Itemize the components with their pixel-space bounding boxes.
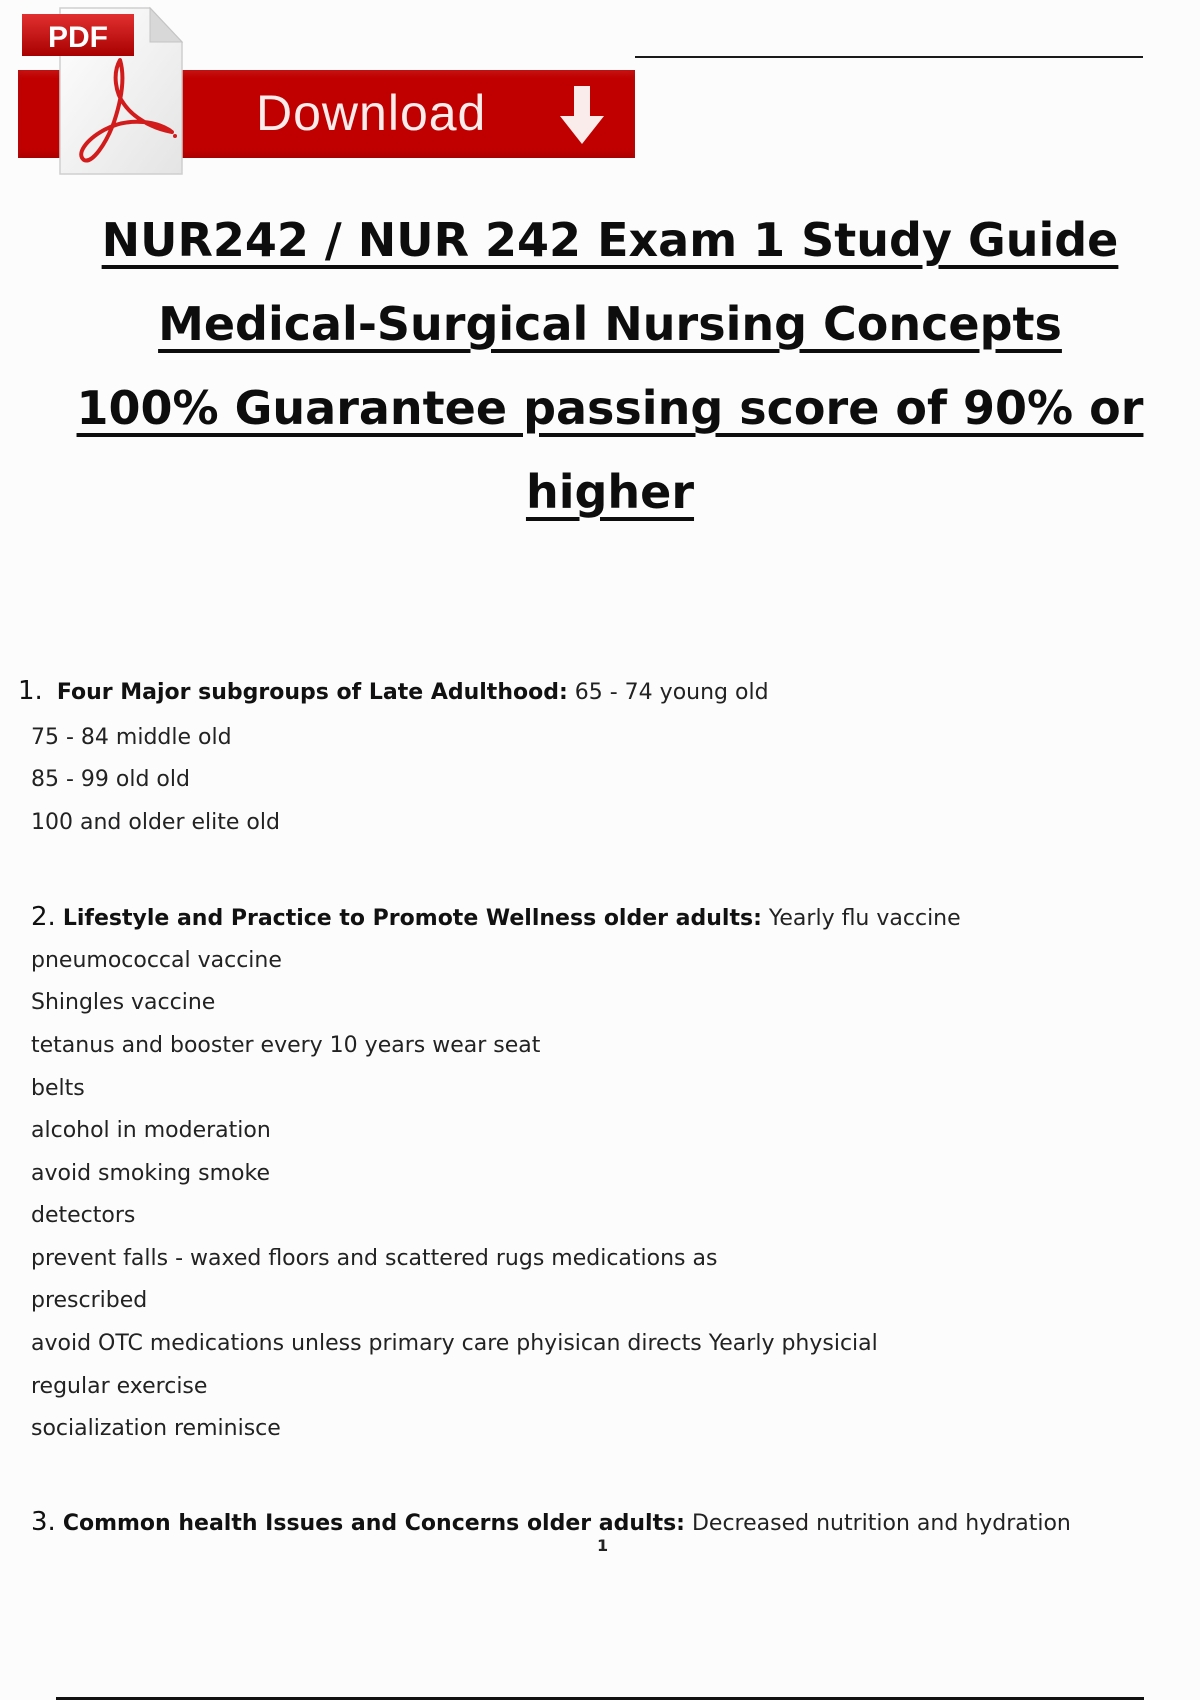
list-item: prevent falls - waxed floors and scattered rugs medications as (31, 1246, 718, 1271)
list-item: 75 - 84 middle old (31, 725, 232, 750)
title-line-2: Medical-Surgical Nursing Concepts (158, 297, 1062, 351)
section-number: 2. (31, 902, 56, 932)
list-item: belts (31, 1076, 85, 1101)
section-first-line: Yearly flu vaccine (768, 906, 961, 931)
list-item: prescribed (31, 1288, 148, 1313)
section-number: 1. (18, 676, 43, 706)
pdf-tab-label: PDF (48, 21, 108, 54)
page-number: 1 (597, 1536, 609, 1555)
list-item: pneumococcal vaccine (31, 948, 282, 973)
section-1-heading (18, 676, 769, 708)
section-2-heading (31, 902, 961, 934)
list-item: tetanus and booster every 10 years wear seat (31, 1033, 541, 1058)
list-item: regular exercise (31, 1374, 208, 1399)
list-item: alcohol in moderation (31, 1118, 271, 1143)
list-item: Shingles vaccine (31, 990, 216, 1015)
list-item: avoid smoking smoke (31, 1161, 270, 1186)
list-item: detectors (31, 1203, 136, 1228)
download-label: Download (256, 85, 487, 141)
section-number: 3. (31, 1507, 56, 1537)
list-item: 100 and older elite old (31, 810, 280, 835)
list-item: avoid OTC medications unless primary care phyisican directs Yearly physicial (31, 1331, 878, 1356)
document-title (40, 198, 1180, 534)
section-first-line: 65 - 74 young old (574, 680, 769, 705)
pdf-file-icon (20, 4, 195, 176)
section-heading: Common health Issues and Concerns older adults: (62, 1511, 685, 1536)
title-line-4: higher (525, 465, 695, 519)
download-arrow-icon (558, 84, 606, 146)
section-heading: Four Major subgroups of Late Adulthood: (56, 680, 568, 705)
title-line-1: NUR242 / NUR 242 Exam 1 Study Guide (101, 213, 1119, 267)
section-3-heading (31, 1507, 1071, 1539)
title-line-3: 100% Guarantee passing score of 90% or (76, 381, 1144, 435)
list-item: 85 - 99 old old (31, 767, 190, 792)
list-item: socialization reminisce (31, 1416, 281, 1441)
section-first-line: Decreased nutrition and hydration (691, 1511, 1071, 1536)
section-heading: Lifestyle and Practice to Promote Wellness older adults: (62, 906, 762, 931)
top-divider (635, 56, 1143, 58)
